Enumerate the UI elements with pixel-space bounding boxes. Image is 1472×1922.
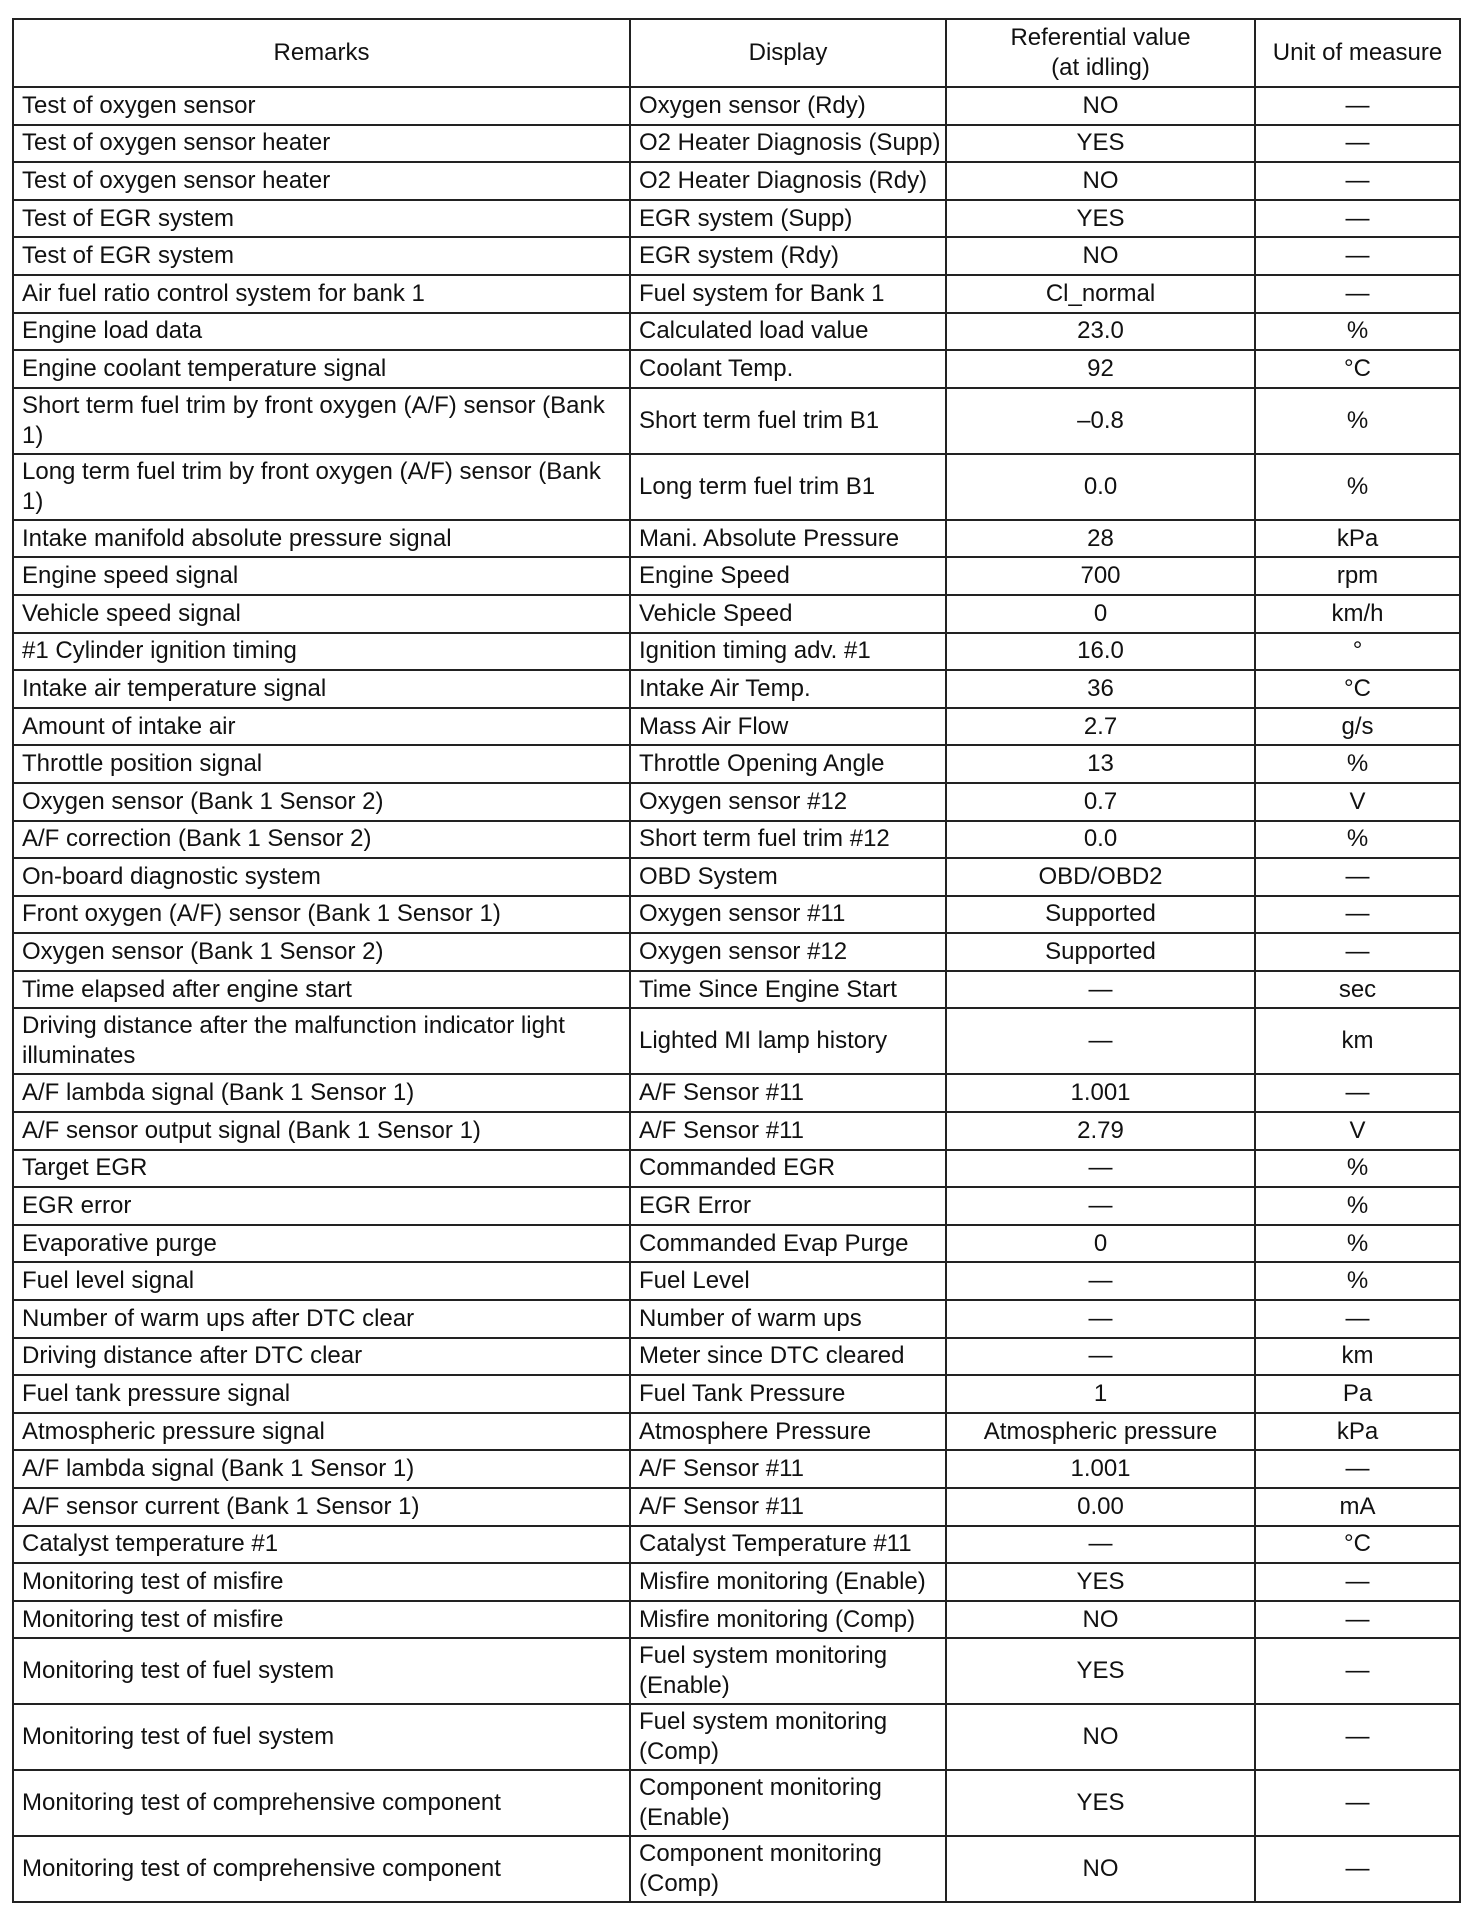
table-row (13, 708, 1460, 746)
table-row (13, 1488, 1460, 1526)
table-row (13, 1008, 1460, 1074)
cell-unit: — (1255, 1836, 1460, 1902)
table-row (13, 313, 1460, 351)
cell-display: Component monitoring (Comp) (630, 1836, 946, 1902)
cell-referential-value: YES (946, 200, 1255, 238)
cell-remarks: Evaporative purge (13, 1225, 630, 1263)
data-table-sheet (12, 18, 1459, 1903)
cell-remarks: Air fuel ratio control system for bank 1 (13, 275, 630, 313)
cell-unit: — (1255, 858, 1460, 896)
cell-referential-value: 0 (946, 595, 1255, 633)
table-row (13, 520, 1460, 558)
table-row (13, 633, 1460, 671)
cell-display: Long term fuel trim B1 (630, 454, 946, 520)
cell-remarks: Atmospheric pressure signal (13, 1413, 630, 1451)
cell-unit: % (1255, 388, 1460, 454)
table-row (13, 1770, 1460, 1836)
cell-referential-value: YES (946, 1638, 1255, 1704)
cell-referential-value: 28 (946, 520, 1255, 558)
cell-unit: — (1255, 125, 1460, 163)
cell-display: O2 Heater Diagnosis (Supp) (630, 125, 946, 163)
cell-unit: km (1255, 1338, 1460, 1376)
cell-remarks: Test of EGR system (13, 200, 630, 238)
cell-unit: — (1255, 1450, 1460, 1488)
cell-remarks: Monitoring test of fuel system (13, 1638, 630, 1704)
cell-display: A/F Sensor #11 (630, 1112, 946, 1150)
header-unit: Unit of measure (1255, 19, 1460, 87)
cell-display: EGR system (Supp) (630, 200, 946, 238)
cell-display: Oxygen sensor #12 (630, 783, 946, 821)
cell-unit: — (1255, 1601, 1460, 1639)
cell-display: EGR system (Rdy) (630, 237, 946, 275)
cell-referential-value: — (946, 1262, 1255, 1300)
table-row (13, 557, 1460, 595)
cell-display: Engine Speed (630, 557, 946, 595)
cell-referential-value: 1.001 (946, 1450, 1255, 1488)
header-referential-value-line2: (at idling) (1051, 54, 1150, 81)
table-row (13, 1338, 1460, 1376)
cell-unit: — (1255, 1563, 1460, 1601)
cell-display: Catalyst Temperature #11 (630, 1526, 946, 1564)
cell-referential-value: 0.0 (946, 821, 1255, 859)
cell-display: Short term fuel trim B1 (630, 388, 946, 454)
cell-remarks: Oxygen sensor (Bank 1 Sensor 2) (13, 783, 630, 821)
table-row (13, 454, 1460, 520)
cell-display: O2 Heater Diagnosis (Rdy) (630, 162, 946, 200)
cell-unit: — (1255, 275, 1460, 313)
table-row (13, 200, 1460, 238)
cell-unit: Pa (1255, 1375, 1460, 1413)
cell-referential-value: 2.7 (946, 708, 1255, 746)
table-row (13, 1300, 1460, 1338)
cell-remarks: Oxygen sensor (Bank 1 Sensor 2) (13, 933, 630, 971)
header-referential-value-line1: Referential value (1010, 24, 1191, 51)
table-row (13, 933, 1460, 971)
cell-display: Time Since Engine Start (630, 971, 946, 1009)
cell-remarks: Fuel level signal (13, 1262, 630, 1300)
cell-referential-value: NO (946, 1704, 1255, 1770)
cell-unit: — (1255, 1704, 1460, 1770)
cell-remarks: Test of EGR system (13, 237, 630, 275)
cell-referential-value: OBD/OBD2 (946, 858, 1255, 896)
cell-unit: km/h (1255, 595, 1460, 633)
data-monitor-table (12, 18, 1461, 1903)
cell-remarks: A/F lambda signal (Bank 1 Sensor 1) (13, 1450, 630, 1488)
cell-unit: % (1255, 1150, 1460, 1188)
cell-referential-value: NO (946, 1601, 1255, 1639)
cell-remarks: EGR error (13, 1187, 630, 1225)
table-row (13, 896, 1460, 934)
cell-referential-value: — (946, 1526, 1255, 1564)
cell-unit: km (1255, 1008, 1460, 1074)
cell-display: Vehicle Speed (630, 595, 946, 633)
cell-referential-value: –0.8 (946, 388, 1255, 454)
cell-remarks: Amount of intake air (13, 708, 630, 746)
cell-remarks: Monitoring test of comprehensive component (13, 1770, 630, 1836)
cell-display: A/F Sensor #11 (630, 1450, 946, 1488)
cell-display: Oxygen sensor #11 (630, 896, 946, 934)
cell-display: OBD System (630, 858, 946, 896)
cell-unit: % (1255, 745, 1460, 783)
cell-unit: — (1255, 87, 1460, 125)
cell-display: A/F Sensor #11 (630, 1488, 946, 1526)
cell-unit: rpm (1255, 557, 1460, 595)
cell-unit: — (1255, 1638, 1460, 1704)
table-row (13, 1187, 1460, 1225)
cell-display: Number of warm ups (630, 1300, 946, 1338)
cell-referential-value: 13 (946, 745, 1255, 783)
cell-remarks: Monitoring test of comprehensive component (13, 1836, 630, 1902)
cell-unit: °C (1255, 350, 1460, 388)
cell-unit: — (1255, 1074, 1460, 1112)
cell-referential-value: 0.7 (946, 783, 1255, 821)
cell-display: Coolant Temp. (630, 350, 946, 388)
cell-display: Misfire monitoring (Comp) (630, 1601, 946, 1639)
cell-unit: — (1255, 933, 1460, 971)
cell-remarks: Number of warm ups after DTC clear (13, 1300, 630, 1338)
table-row (13, 971, 1460, 1009)
cell-remarks: Long term fuel trim by front oxygen (A/F) sensor (Bank 1) (13, 454, 630, 520)
cell-unit: °C (1255, 1526, 1460, 1564)
cell-unit: — (1255, 200, 1460, 238)
cell-remarks: Monitoring test of misfire (13, 1601, 630, 1639)
table-row (13, 275, 1460, 313)
cell-display: Calculated load value (630, 313, 946, 351)
cell-unit: sec (1255, 971, 1460, 1009)
table-row (13, 87, 1460, 125)
cell-referential-value: — (946, 1150, 1255, 1188)
cell-referential-value: NO (946, 1836, 1255, 1902)
table-row (13, 1112, 1460, 1150)
cell-referential-value: 2.79 (946, 1112, 1255, 1150)
cell-remarks: Monitoring test of fuel system (13, 1704, 630, 1770)
cell-referential-value: 36 (946, 670, 1255, 708)
cell-display: A/F Sensor #11 (630, 1074, 946, 1112)
cell-unit: V (1255, 783, 1460, 821)
cell-referential-value: YES (946, 1770, 1255, 1836)
cell-display: Mass Air Flow (630, 708, 946, 746)
table-row (13, 1601, 1460, 1639)
cell-remarks: Front oxygen (A/F) sensor (Bank 1 Sensor 1) (13, 896, 630, 934)
cell-remarks: Vehicle speed signal (13, 595, 630, 633)
cell-unit: g/s (1255, 708, 1460, 746)
cell-referential-value: Atmospheric pressure (946, 1413, 1255, 1451)
cell-referential-value: YES (946, 125, 1255, 163)
cell-display: Misfire monitoring (Enable) (630, 1563, 946, 1601)
table-row (13, 1526, 1460, 1564)
table-row (13, 1413, 1460, 1451)
cell-unit: % (1255, 821, 1460, 859)
cell-remarks: Time elapsed after engine start (13, 971, 630, 1009)
cell-display: Short term fuel trim #12 (630, 821, 946, 859)
cell-referential-value: NO (946, 237, 1255, 275)
table-row (13, 1262, 1460, 1300)
cell-referential-value: 16.0 (946, 633, 1255, 671)
cell-remarks: Intake manifold absolute pressure signal (13, 520, 630, 558)
header-display: Display (630, 19, 946, 87)
cell-unit: % (1255, 1262, 1460, 1300)
cell-remarks: Target EGR (13, 1150, 630, 1188)
cell-display: Fuel system monitoring (Comp) (630, 1704, 946, 1770)
header-referential-value (946, 19, 1255, 87)
cell-unit: kPa (1255, 520, 1460, 558)
cell-unit: % (1255, 1187, 1460, 1225)
table-row (13, 1150, 1460, 1188)
cell-remarks: Driving distance after the malfunction indicator light illuminates (13, 1008, 630, 1074)
cell-display: Ignition timing adv. #1 (630, 633, 946, 671)
cell-display: Throttle Opening Angle (630, 745, 946, 783)
cell-remarks: On-board diagnostic system (13, 858, 630, 896)
cell-remarks: Fuel tank pressure signal (13, 1375, 630, 1413)
table-row (13, 388, 1460, 454)
table-row (13, 1225, 1460, 1263)
cell-referential-value: 1.001 (946, 1074, 1255, 1112)
cell-unit: — (1255, 1300, 1460, 1338)
cell-referential-value: 0 (946, 1225, 1255, 1263)
cell-referential-value: — (946, 971, 1255, 1009)
cell-remarks: Short term fuel trim by front oxygen (A/F) sensor (Bank 1) (13, 388, 630, 454)
table-row (13, 1450, 1460, 1488)
table-row (13, 1563, 1460, 1601)
cell-remarks: A/F sensor current (Bank 1 Sensor 1) (13, 1488, 630, 1526)
cell-referential-value: — (946, 1338, 1255, 1376)
cell-display: Atmosphere Pressure (630, 1413, 946, 1451)
cell-unit: kPa (1255, 1413, 1460, 1451)
cell-unit: % (1255, 313, 1460, 351)
cell-display: Component monitoring (Enable) (630, 1770, 946, 1836)
table-header-row (13, 19, 1460, 87)
cell-referential-value: 700 (946, 557, 1255, 595)
cell-remarks: Driving distance after DTC clear (13, 1338, 630, 1376)
cell-referential-value: NO (946, 162, 1255, 200)
cell-remarks: Catalyst temperature #1 (13, 1526, 630, 1564)
cell-remarks: Test of oxygen sensor (13, 87, 630, 125)
table-row (13, 1704, 1460, 1770)
cell-display: Commanded EGR (630, 1150, 946, 1188)
table-row (13, 670, 1460, 708)
table-row (13, 595, 1460, 633)
cell-unit: — (1255, 162, 1460, 200)
cell-referential-value: Supported (946, 896, 1255, 934)
cell-display: EGR Error (630, 1187, 946, 1225)
table-row (13, 125, 1460, 163)
cell-unit: V (1255, 1112, 1460, 1150)
cell-remarks: Intake air temperature signal (13, 670, 630, 708)
cell-display: Lighted MI lamp history (630, 1008, 946, 1074)
cell-referential-value: — (946, 1187, 1255, 1225)
cell-remarks: Throttle position signal (13, 745, 630, 783)
cell-remarks: A/F sensor output signal (Bank 1 Sensor 1) (13, 1112, 630, 1150)
cell-referential-value: — (946, 1008, 1255, 1074)
cell-referential-value: 1 (946, 1375, 1255, 1413)
cell-display: Intake Air Temp. (630, 670, 946, 708)
cell-unit: — (1255, 1770, 1460, 1836)
cell-referential-value: — (946, 1300, 1255, 1338)
table-row (13, 745, 1460, 783)
table-row (13, 1375, 1460, 1413)
cell-referential-value: Supported (946, 933, 1255, 971)
cell-display: Fuel Tank Pressure (630, 1375, 946, 1413)
cell-remarks: A/F correction (Bank 1 Sensor 2) (13, 821, 630, 859)
cell-display: Mani. Absolute Pressure (630, 520, 946, 558)
cell-remarks: #1 Cylinder ignition timing (13, 633, 630, 671)
cell-remarks: Engine speed signal (13, 557, 630, 595)
cell-display: Commanded Evap Purge (630, 1225, 946, 1263)
cell-referential-value: 23.0 (946, 313, 1255, 351)
cell-unit: °C (1255, 670, 1460, 708)
cell-unit: mA (1255, 1488, 1460, 1526)
table-row (13, 350, 1460, 388)
cell-display: Fuel Level (630, 1262, 946, 1300)
cell-referential-value: YES (946, 1563, 1255, 1601)
table-row (13, 783, 1460, 821)
cell-display: Fuel system for Bank 1 (630, 275, 946, 313)
cell-unit: ° (1255, 633, 1460, 671)
cell-referential-value: Cl_normal (946, 275, 1255, 313)
cell-referential-value: 0.00 (946, 1488, 1255, 1526)
header-remarks: Remarks (13, 19, 630, 87)
table-row (13, 1836, 1460, 1902)
cell-display: Oxygen sensor (Rdy) (630, 87, 946, 125)
table-row (13, 1638, 1460, 1704)
table-row (13, 237, 1460, 275)
cell-unit: — (1255, 237, 1460, 275)
cell-display: Fuel system monitoring (Enable) (630, 1638, 946, 1704)
cell-unit: % (1255, 1225, 1460, 1263)
table-row (13, 162, 1460, 200)
cell-display: Meter since DTC cleared (630, 1338, 946, 1376)
table-row (13, 858, 1460, 896)
cell-unit: — (1255, 896, 1460, 934)
table-body (13, 87, 1460, 1902)
cell-referential-value: 0.0 (946, 454, 1255, 520)
cell-remarks: A/F lambda signal (Bank 1 Sensor 1) (13, 1074, 630, 1112)
cell-unit: % (1255, 454, 1460, 520)
cell-remarks: Monitoring test of misfire (13, 1563, 630, 1601)
cell-referential-value: NO (946, 87, 1255, 125)
table-row (13, 1074, 1460, 1112)
cell-remarks: Engine coolant temperature signal (13, 350, 630, 388)
table-row (13, 821, 1460, 859)
cell-display: Oxygen sensor #12 (630, 933, 946, 971)
cell-remarks: Test of oxygen sensor heater (13, 162, 630, 200)
cell-remarks: Engine load data (13, 313, 630, 351)
cell-referential-value: 92 (946, 350, 1255, 388)
cell-remarks: Test of oxygen sensor heater (13, 125, 630, 163)
